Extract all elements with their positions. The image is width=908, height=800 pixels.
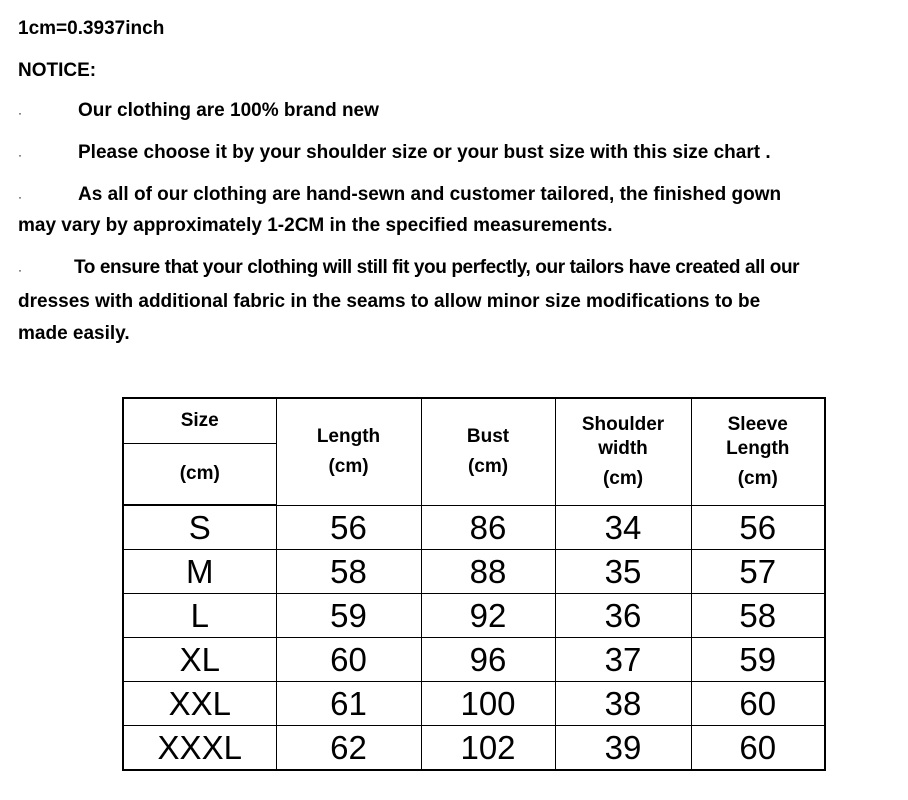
header-shoulder-width: [555, 398, 691, 505]
size-chart-table: [122, 397, 826, 771]
conversion-note: 1cm=0.3937inch: [18, 18, 165, 39]
header-shoulder-line-1: Shoulder: [581, 413, 665, 435]
cell-size: S: [123, 505, 276, 550]
cell-sleeve: 59: [691, 638, 825, 682]
table-row: [123, 550, 825, 594]
cell-length: 60: [276, 638, 421, 682]
cell-sleeve: 57: [691, 550, 825, 594]
notice-item-3-line-2: may vary by approximately 1-2CM in the specified measurements.: [18, 215, 613, 236]
header-sleeve-unit: (cm): [737, 467, 778, 489]
header-sleeve-line-2: Length: [726, 437, 790, 459]
cell-shoulder: 38: [555, 682, 691, 726]
table-row: [123, 638, 825, 682]
cell-bust: 102: [421, 726, 555, 771]
header-sleeve-length: [691, 398, 825, 505]
cell-size: XL: [123, 638, 276, 682]
header-length: [276, 398, 421, 505]
table-row: [123, 505, 825, 550]
cell-length: 62: [276, 726, 421, 771]
header-bust: [421, 398, 555, 505]
header-bust-label: Bust: [466, 425, 510, 447]
header-bust-unit: (cm): [467, 455, 509, 477]
cell-sleeve: 60: [691, 682, 825, 726]
header-sleeve-line-1: Sleeve: [727, 413, 788, 435]
header-length-label: Length: [316, 425, 381, 447]
table-row: [123, 726, 825, 771]
cell-length: 58: [276, 550, 421, 594]
bullet-marker: ·: [18, 190, 22, 204]
notice-item-3-line-1: As all of our clothing are hand-sewn and customer tailored, the finished gown: [78, 184, 782, 205]
cell-size: XXXL: [123, 726, 276, 771]
cell-bust: 92: [421, 594, 555, 638]
notice-item-2: Please choose it by your shoulder size or your bust size with this size chart .: [78, 142, 771, 163]
notice-item-4-line-3: made easily.: [18, 323, 130, 344]
bullet-marker: ·: [18, 263, 22, 277]
cell-sleeve: 60: [691, 726, 825, 771]
notice-item-4-line-1: To ensure that your clothing will still fit you perfectly, our tailors have created all our: [74, 257, 800, 278]
header-shoulder-unit: (cm): [602, 467, 644, 489]
cell-size: M: [123, 550, 276, 594]
bullet-marker: ·: [18, 106, 22, 120]
notice-item-4-line-2: dresses with additional fabric in the seams to allow minor size modifications to be: [18, 291, 761, 312]
header-length-unit: (cm): [328, 455, 369, 477]
cell-shoulder: 39: [555, 726, 691, 771]
table-row: [123, 594, 825, 638]
cell-shoulder: 34: [555, 505, 691, 550]
cell-bust: 96: [421, 638, 555, 682]
header-size-unit: (cm): [123, 444, 276, 506]
cell-size: XXL: [123, 682, 276, 726]
cell-shoulder: 35: [555, 550, 691, 594]
cell-shoulder: 36: [555, 594, 691, 638]
cell-sleeve: 58: [691, 594, 825, 638]
cell-size: L: [123, 594, 276, 638]
cell-length: 56: [276, 505, 421, 550]
header-shoulder-line-2: width: [598, 437, 648, 459]
cell-length: 61: [276, 682, 421, 726]
cell-length: 59: [276, 594, 421, 638]
cell-sleeve: 56: [691, 505, 825, 550]
bullet-marker: ·: [18, 148, 22, 162]
cell-shoulder: 37: [555, 638, 691, 682]
table-row: [123, 682, 825, 726]
cell-bust: 88: [421, 550, 555, 594]
cell-bust: 86: [421, 505, 555, 550]
notice-item-1: Our clothing are 100% brand new: [78, 100, 379, 121]
header-size: Size: [123, 398, 276, 444]
notice-heading: NOTICE:: [18, 60, 97, 81]
cell-bust: 100: [421, 682, 555, 726]
